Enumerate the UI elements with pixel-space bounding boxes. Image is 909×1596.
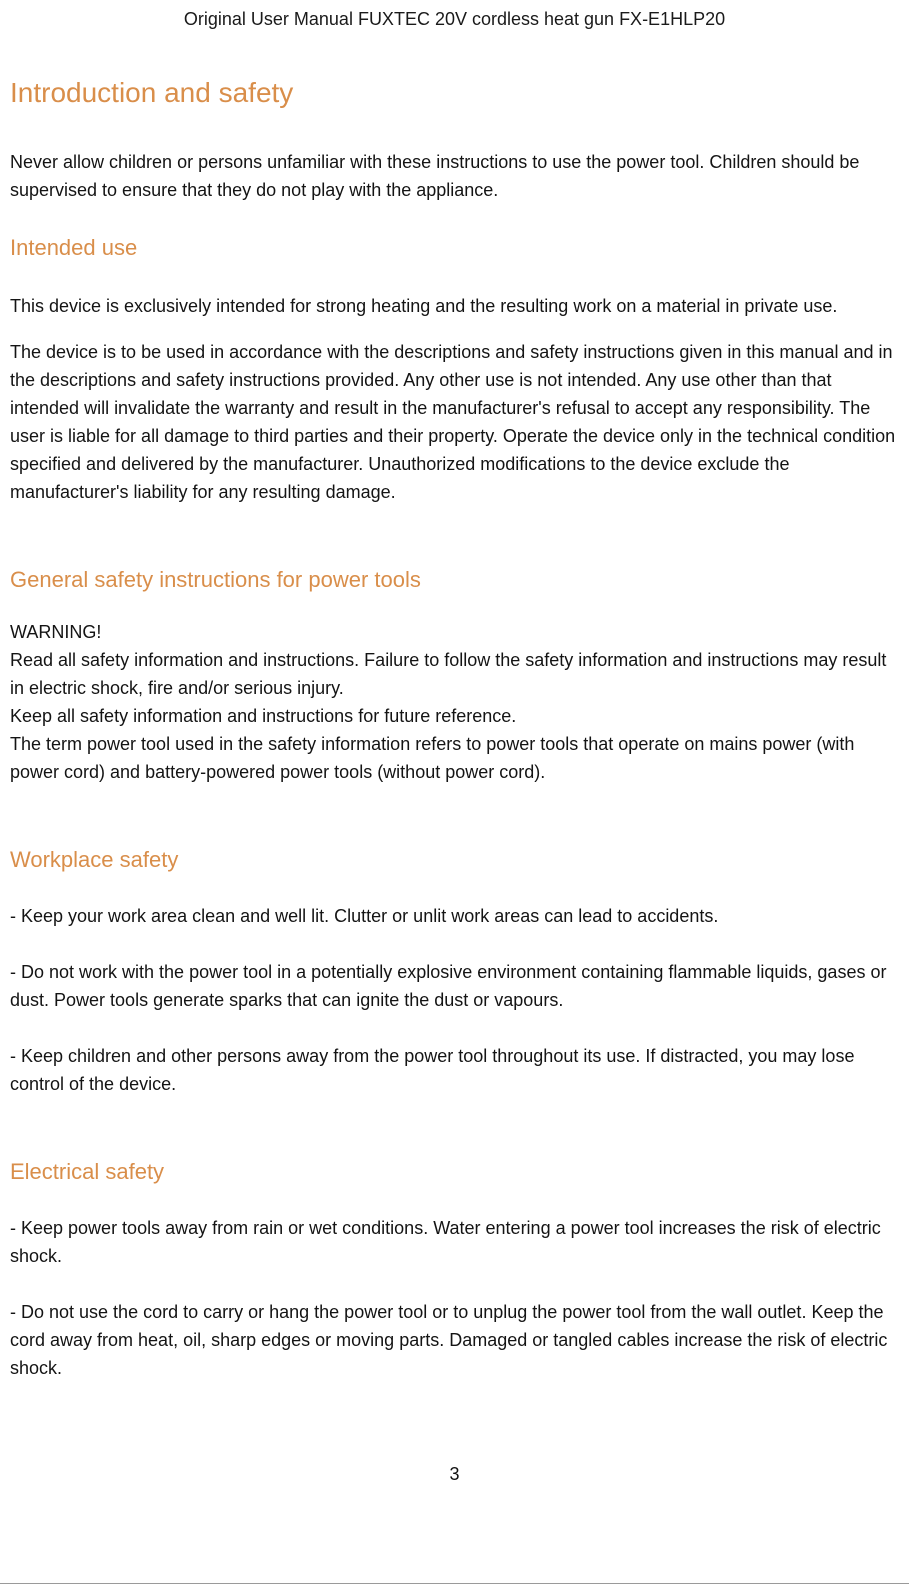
page-bottom-divider: [0, 1583, 909, 1584]
section-heading-intended-use: Intended use: [10, 235, 138, 260]
page-number: 3: [449, 1464, 460, 1484]
electrical-item-2: - Do not use the cord to carry or hang the power tool or to unplug the power tool from the wall outlet. Keep the cord away from heat, oil, sharp edges or moving parts. Damaged or tangled cables increase the risk of electric shock.: [10, 1302, 888, 1378]
intended-use-paragraph-2: The device is to be used in accordance with the descriptions and safety instructions given in this manual and in the descriptions and safety instructions provided. Any other use is not intended. Any use other than that intended will invalidate the warranty and result in the manufacturer's refusal to accept any responsibility. The user is liable for all damage to third parties and their property. Operate the device only in the technical condition specified and delivered by the manufacturer. Unauthorized modifications to the device exclude the manufacturer's liability for any resulting damage.: [10, 342, 896, 502]
general-safety-line-2: Keep all safety information and instructions for future reference.: [10, 706, 517, 726]
intended-use-paragraph-1: This device is exclusively intended for strong heating and the resulting work on a material in private use.: [10, 296, 838, 316]
workplace-item-1: - Keep your work area clean and well lit. Clutter or unlit work areas can lead to accidents.: [10, 906, 719, 926]
general-safety-line-3: The term power tool used in the safety information refers to power tools that operate on mains power (with power cord) and battery-powered power tools (without power cord).: [10, 734, 855, 782]
section-heading-general-safety: General safety instructions for power tools: [10, 567, 421, 592]
section-heading-electrical-safety: Electrical safety: [10, 1159, 165, 1184]
section-heading-workplace-safety: Workplace safety: [10, 847, 179, 872]
intro-paragraph: Never allow children or persons unfamiliar with these instructions to use the power tool. Children should be supervised to ensure that they do not play with the appliance.: [10, 152, 860, 200]
warning-label: WARNING!: [10, 622, 102, 642]
page-header: Original User Manual FUXTEC 20V cordless heat gun FX-E1HLP20: [183, 9, 726, 29]
electrical-item-1: - Keep power tools away from rain or wet conditions. Water entering a power tool increases the risk of electric shock.: [10, 1218, 881, 1266]
general-safety-line-1: Read all safety information and instructions. Failure to follow the safety information and instructions may result in electric shock, fire and/or serious injury.: [10, 650, 887, 698]
section-heading-introduction: Introduction and safety: [10, 77, 294, 108]
page-content: [10, 76, 900, 1382]
workplace-item-3: - Keep children and other persons away from the power tool throughout its use. If distracted, you may lose control of the device.: [10, 1046, 855, 1094]
workplace-item-2: - Do not work with the power tool in a potentially explosive environment containing flammable liquids, gases or dust. Power tools generate sparks that can ignite the dust or vapours.: [10, 962, 887, 1010]
